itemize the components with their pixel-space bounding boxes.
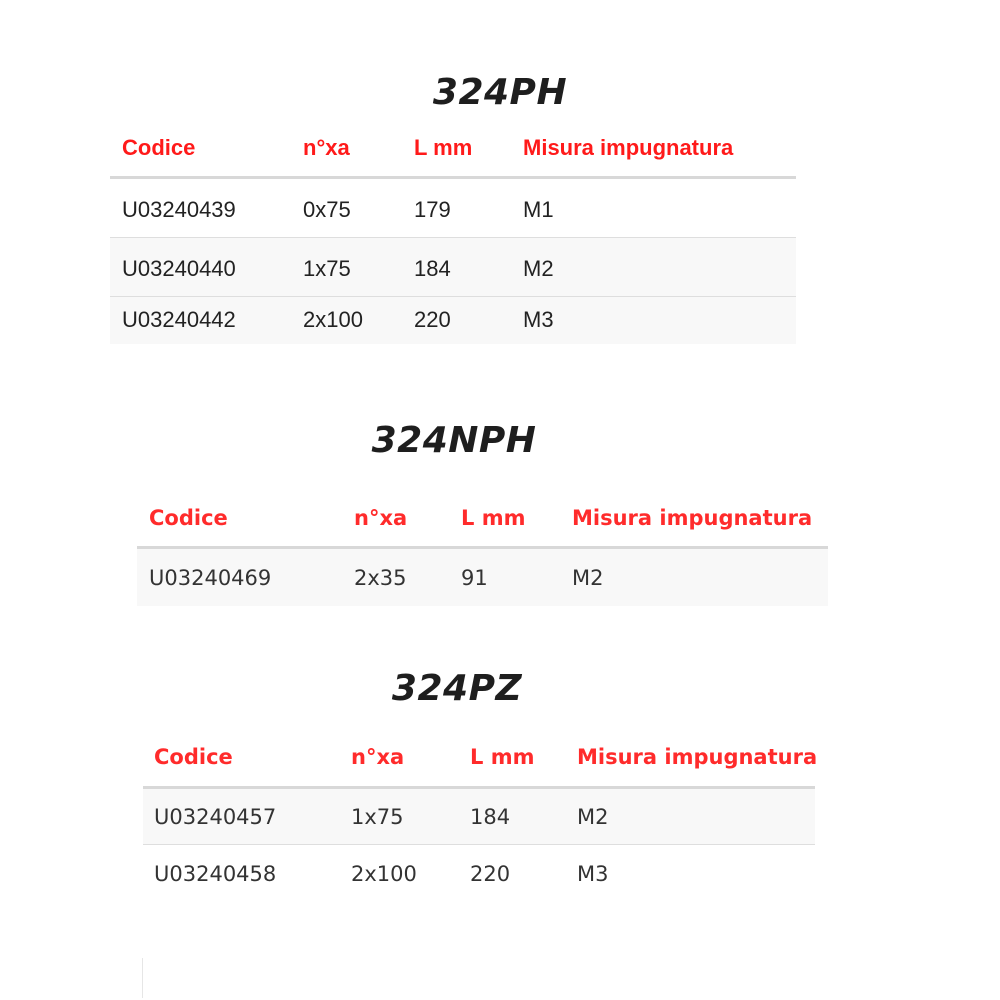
header-misura: Misura impugnatura: [577, 745, 818, 769]
cell-codice: U03240439: [122, 197, 236, 222]
cell-misura: M1: [523, 197, 554, 222]
table-row: [110, 238, 796, 296]
cell-nxa: 0x75: [303, 197, 351, 222]
cell-lmm: 220: [414, 307, 451, 332]
cell-lmm: 220: [470, 862, 511, 886]
cell-misura: M3: [577, 862, 609, 886]
header-nxa: n°xa: [351, 745, 405, 769]
table-324pz: [143, 728, 818, 904]
cell-codice: U03240440: [122, 256, 236, 281]
cell-lmm: 184: [470, 805, 511, 829]
cell-lmm: 179: [414, 197, 451, 222]
table-row: [143, 845, 815, 904]
table-row: [110, 297, 796, 344]
table-header-row: [143, 728, 818, 786]
table-row: [143, 789, 815, 844]
header-codice: Codice: [122, 135, 196, 160]
header-lmm: L mm: [470, 745, 535, 769]
table-324ph: [110, 120, 796, 344]
cell-nxa: 1x75: [303, 256, 351, 281]
cell-nxa: 2x100: [303, 307, 363, 332]
cell-nxa: 2x35: [354, 566, 407, 590]
table-324nph: [137, 490, 828, 606]
header-lmm: L mm: [414, 135, 473, 160]
header-codice: Codice: [149, 506, 228, 530]
cell-misura: M2: [572, 566, 604, 590]
section-title-324ph: 324PH: [432, 72, 568, 113]
cell-lmm: 184: [414, 256, 451, 281]
table-row: [137, 549, 828, 606]
cell-misura: M2: [523, 256, 554, 281]
header-codice: Codice: [154, 745, 233, 769]
table-header-row: [137, 490, 828, 546]
cell-misura: M3: [523, 307, 554, 332]
section-title-324nph: 324NPH: [371, 420, 537, 461]
header-lmm: L mm: [461, 506, 526, 530]
cell-codice: U03240469: [149, 566, 272, 590]
header-misura: Misura impugnatura: [523, 135, 734, 160]
cell-codice: U03240457: [154, 805, 277, 829]
cell-nxa: 2x100: [351, 862, 417, 886]
header-misura: Misura impugnatura: [572, 506, 813, 530]
cell-lmm: 91: [461, 566, 488, 590]
table-header-row: [110, 120, 796, 176]
cell-misura: M2: [577, 805, 609, 829]
edge-artifact-line: [142, 958, 143, 998]
cell-nxa: 1x75: [351, 805, 404, 829]
section-title-324pz: 324PZ: [391, 668, 523, 709]
header-nxa: n°xa: [354, 506, 408, 530]
table-row: [110, 179, 796, 237]
header-nxa: n°xa: [303, 135, 350, 160]
cell-codice: U03240458: [154, 862, 277, 886]
cell-codice: U03240442: [122, 307, 236, 332]
